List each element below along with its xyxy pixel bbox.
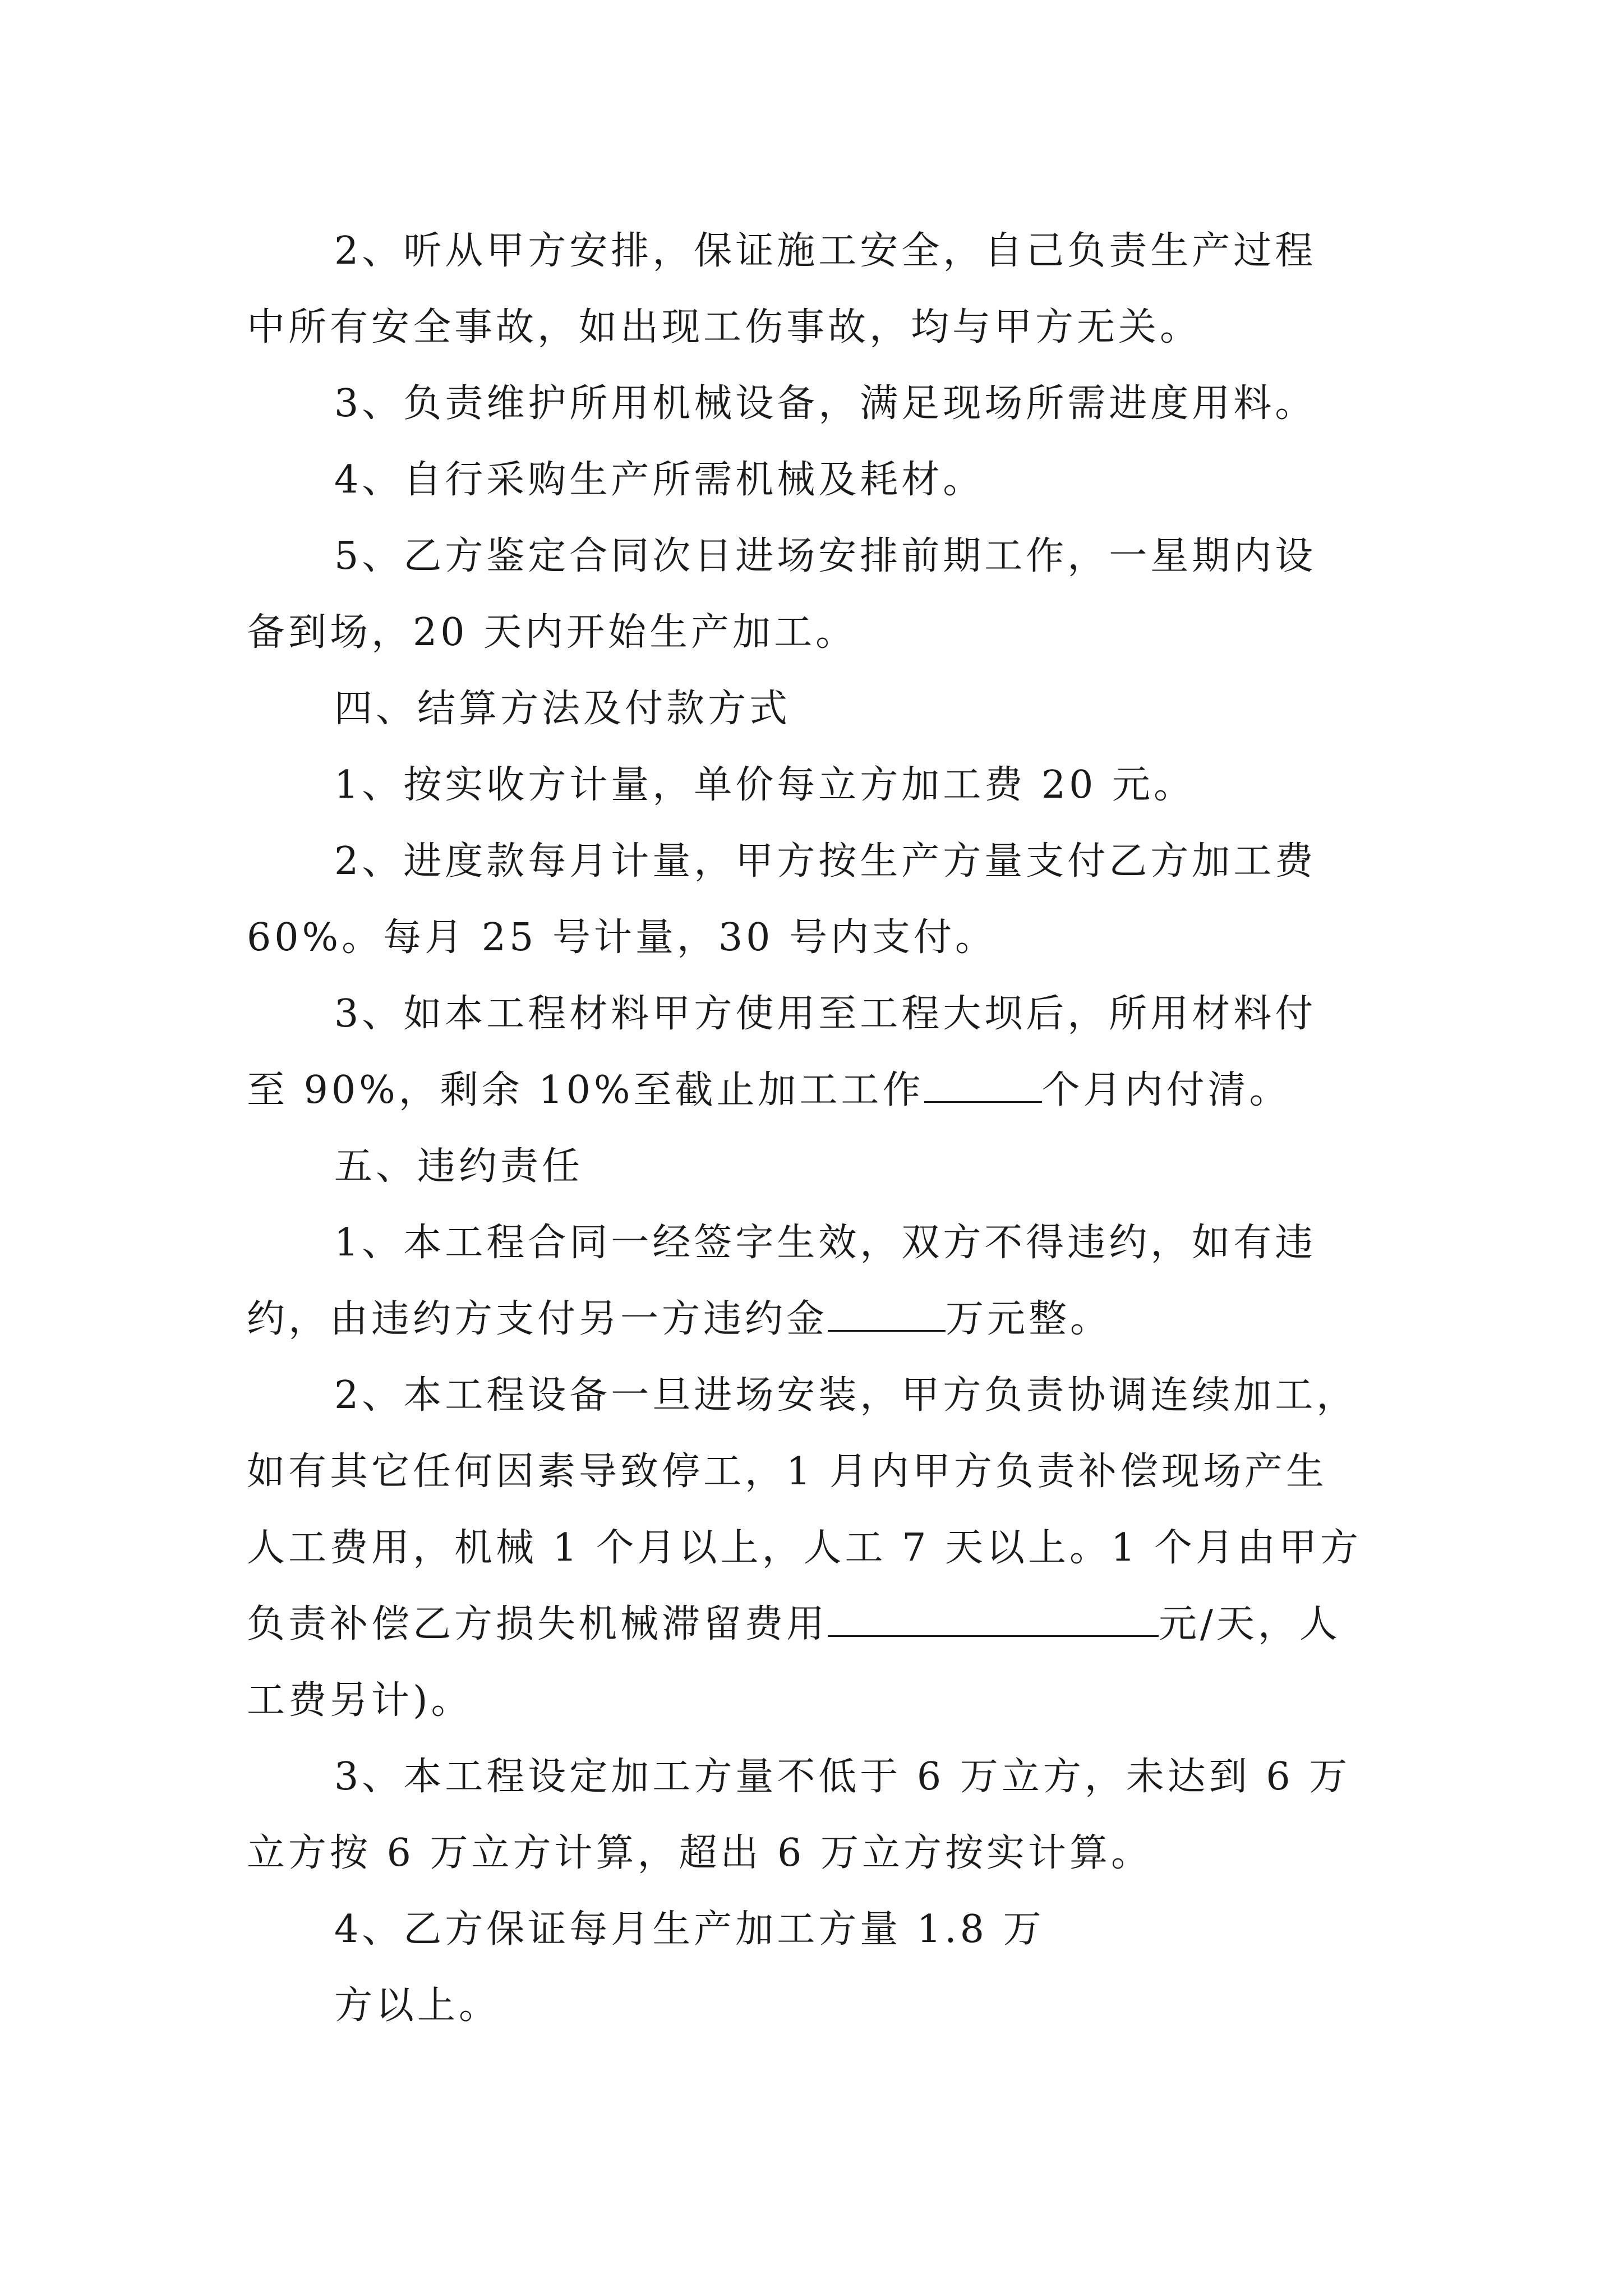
text-line: 3、如本工程材料甲方使用至工程大坝后，所用材料付 bbox=[334, 992, 1317, 1036]
text-line: 5、乙方鉴定合同次日进场安排前期工作，一星期内设 bbox=[334, 534, 1317, 578]
text-line: 立方按 6 万立方计算，超出 6 万立方按实计算。 bbox=[247, 1831, 1152, 1875]
clause-4-1 bbox=[247, 747, 1391, 823]
clause-3-3 bbox=[247, 366, 1391, 442]
document-page bbox=[247, 213, 1391, 2044]
text-segment: 个月内付清。 bbox=[1041, 1068, 1291, 1112]
text-line: 方以上。 bbox=[334, 1984, 501, 2028]
fill-in-blank-penalty bbox=[828, 1296, 946, 1332]
text-segment: 至 90%，剩余 10%至截止加工工作 bbox=[247, 1068, 924, 1112]
text-line: 2、本工程设备一旦进场安装，甲方负责协调连续加工， bbox=[334, 1373, 1358, 1418]
section-heading: 四、结算方法及付款方式 bbox=[334, 687, 791, 731]
text-line: 人工费用，机械 1 个月以上，人工 7 天以上。1 个月由甲方 bbox=[247, 1526, 1362, 1570]
text-line: 3、负责维护所用机械设备，满足现场所需进度用料。 bbox=[334, 381, 1317, 426]
text-line-with-blank bbox=[247, 1052, 1391, 1129]
section-heading-settlement bbox=[247, 671, 1391, 747]
text-line: 1、按实收方计量，单价每立方加工费 20 元。 bbox=[334, 763, 1196, 807]
clause-4-2 bbox=[247, 823, 1391, 976]
text-segment: 负责补偿乙方损失机械滞留费用 bbox=[247, 1602, 828, 1646]
text-segment: 元/天，人 bbox=[1159, 1602, 1341, 1646]
fill-in-blank-months bbox=[924, 1068, 1042, 1103]
text-line: 备到场，20 天内开始生产加工。 bbox=[247, 610, 857, 655]
fill-in-blank-daily-fee bbox=[828, 1602, 1159, 1637]
text-line: 4、自行采购生产所需机械及耗材。 bbox=[334, 458, 985, 502]
text-line: 3、本工程设定加工方量不低于 6 万立方，未达到 6 万 bbox=[334, 1755, 1351, 1799]
clause-3-2 bbox=[247, 213, 1391, 366]
text-line: 如有其它任何因素导致停工，1 月内甲方负责补偿现场产生 bbox=[247, 1450, 1327, 1494]
text-line-with-blank bbox=[247, 1586, 1391, 1663]
text-line: 中所有安全事故，如出现工伤事故，均与甲方无关。 bbox=[247, 305, 1202, 349]
clause-5-1 bbox=[247, 1205, 1391, 1358]
text-line: 60%。每月 25 号计量，30 号内支付。 bbox=[247, 915, 997, 960]
clause-5-4 bbox=[247, 1892, 1391, 2044]
text-line: 工费另计)。 bbox=[247, 1678, 473, 1723]
clause-3-4 bbox=[247, 442, 1391, 518]
clause-5-2 bbox=[247, 1358, 1391, 1739]
clause-5-3 bbox=[247, 1739, 1391, 1892]
clause-4-3 bbox=[247, 976, 1391, 1129]
text-line: 1、本工程合同一经签字生效，双方不得违约，如有违 bbox=[334, 1221, 1317, 1265]
text-segment: 约，由违约方支付另一方违约金 bbox=[247, 1297, 828, 1341]
text-line: 4、乙方保证每月生产加工方量 1.8 万 bbox=[334, 1907, 1045, 1952]
text-segment: 万元整。 bbox=[946, 1297, 1112, 1341]
clause-3-5 bbox=[247, 518, 1391, 671]
text-line: 2、进度款每月计量，甲方按生产方量支付乙方加工费 bbox=[334, 839, 1317, 884]
text-line-with-blank bbox=[247, 1281, 1391, 1358]
section-heading-breach bbox=[247, 1129, 1391, 1205]
section-heading: 五、违约责任 bbox=[334, 1144, 584, 1189]
text-line: 2、听从甲方安排，保证施工安全，自己负责生产过程 bbox=[334, 229, 1317, 273]
